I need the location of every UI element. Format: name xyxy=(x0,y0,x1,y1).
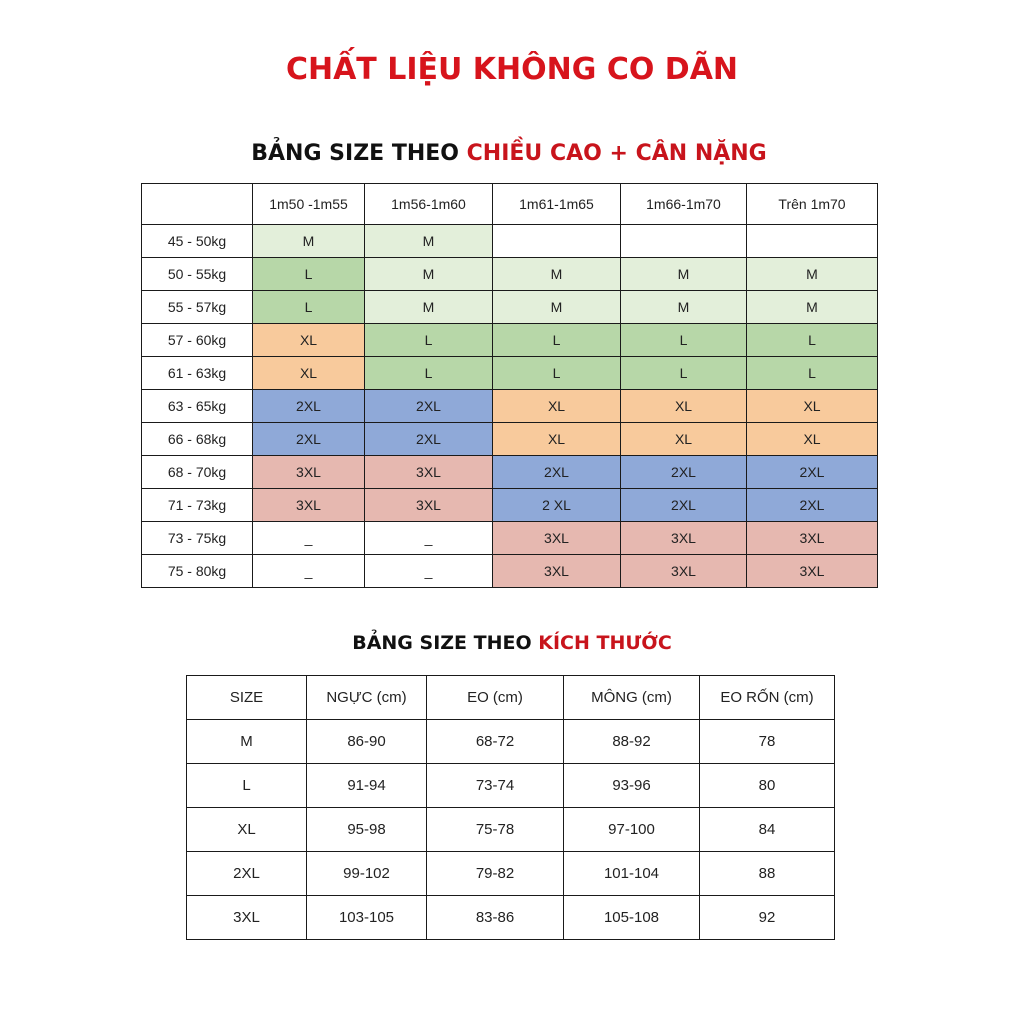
measurement-cell: 84 xyxy=(700,808,835,852)
size-cell: 3XL xyxy=(747,555,878,588)
size-cell: XL xyxy=(621,390,747,423)
size-cell: _ xyxy=(253,522,365,555)
size-cell: 2XL xyxy=(747,489,878,522)
measurement-cell: 99-102 xyxy=(307,852,427,896)
measurement-table-title xyxy=(0,632,1024,654)
measurement-cell: 83-86 xyxy=(427,896,564,940)
height-weight-table-title xyxy=(0,141,1021,166)
size-cell: XL xyxy=(253,357,365,390)
measurement-cell: 95-98 xyxy=(307,808,427,852)
weight-row-header: 50 - 55kg xyxy=(142,258,253,291)
measurement-cell: 80 xyxy=(700,764,835,808)
table-header-row xyxy=(142,184,878,225)
table-title-prefix: BẢNG SIZE THEO xyxy=(352,632,539,654)
measurement-cell: 73-74 xyxy=(427,764,564,808)
size-cell: M xyxy=(253,225,365,258)
size-cell: M xyxy=(365,291,493,324)
table-row xyxy=(187,764,835,808)
size-label-cell: M xyxy=(187,720,307,764)
height-column-header: 1m66-1m70 xyxy=(621,184,747,225)
page-title: CHẤT LIỆU KHÔNG CO DÃN xyxy=(285,52,739,87)
size-label-cell: XL xyxy=(187,808,307,852)
height-column-header: 1m56-1m60 xyxy=(365,184,493,225)
weight-row-header: 55 - 57kg xyxy=(142,291,253,324)
table-row xyxy=(142,489,878,522)
size-cell: 3XL xyxy=(493,555,621,588)
size-cell: M xyxy=(747,258,878,291)
size-cell: M xyxy=(493,291,621,324)
size-cell: 3XL xyxy=(253,489,365,522)
size-cell: XL xyxy=(493,390,621,423)
size-cell: XL xyxy=(253,324,365,357)
size-cell: 2XL xyxy=(621,489,747,522)
measurement-column-header: EO RỐN (cm) xyxy=(700,676,835,720)
size-cell: _ xyxy=(365,522,493,555)
size-cell: 3XL xyxy=(747,522,878,555)
size-cell: 3XL xyxy=(253,456,365,489)
size-cell: L xyxy=(747,324,878,357)
measurement-cell: 86-90 xyxy=(307,720,427,764)
size-cell: XL xyxy=(621,423,747,456)
measurement-cell: 97-100 xyxy=(564,808,700,852)
size-cell: M xyxy=(365,258,493,291)
size-cell: 2 XL xyxy=(493,489,621,522)
measurement-cell: 93-96 xyxy=(564,764,700,808)
table-row xyxy=(142,522,878,555)
table-row xyxy=(142,555,878,588)
measurement-cell: 91-94 xyxy=(307,764,427,808)
table-title-highlight: CHIỀU CAO + CÂN NẶNG xyxy=(466,141,767,166)
measurement-cell: 101-104 xyxy=(564,852,700,896)
height-weight-size-table xyxy=(141,183,878,588)
size-cell: L xyxy=(365,357,493,390)
size-cell: XL xyxy=(493,423,621,456)
size-cell: L xyxy=(365,324,493,357)
measurement-cell: 68-72 xyxy=(427,720,564,764)
table-title-highlight: KÍCH THƯỚC xyxy=(538,632,672,654)
weight-row-header: 71 - 73kg xyxy=(142,489,253,522)
size-cell: L xyxy=(621,357,747,390)
table-row xyxy=(142,291,878,324)
table-row xyxy=(142,258,878,291)
corner-cell xyxy=(142,184,253,225)
size-cell: 3XL xyxy=(621,522,747,555)
size-cell: 3XL xyxy=(621,555,747,588)
size-cell: XL xyxy=(747,390,878,423)
size-cell: _ xyxy=(365,555,493,588)
measurement-cell: 92 xyxy=(700,896,835,940)
table-row xyxy=(187,896,835,940)
measurement-cell: 75-78 xyxy=(427,808,564,852)
table-row xyxy=(142,324,878,357)
size-cell xyxy=(747,225,878,258)
size-cell: 2XL xyxy=(493,456,621,489)
size-label-cell: 2XL xyxy=(187,852,307,896)
measurement-cell: 105-108 xyxy=(564,896,700,940)
size-cell: L xyxy=(493,324,621,357)
size-cell: M xyxy=(621,258,747,291)
size-label-cell: L xyxy=(187,764,307,808)
measurement-column-header: NGỰC (cm) xyxy=(307,676,427,720)
size-label-cell: 3XL xyxy=(187,896,307,940)
height-column-header: 1m50 -1m55 xyxy=(253,184,365,225)
size-cell: _ xyxy=(253,555,365,588)
size-cell: L xyxy=(747,357,878,390)
height-column-header: Trên 1m70 xyxy=(747,184,878,225)
measurement-column-header: MÔNG (cm) xyxy=(564,676,700,720)
size-cell: M xyxy=(747,291,878,324)
size-cell: L xyxy=(621,324,747,357)
table-row xyxy=(142,357,878,390)
size-cell: L xyxy=(493,357,621,390)
size-cell: M xyxy=(493,258,621,291)
measurement-cell: 88-92 xyxy=(564,720,700,764)
table-title-prefix: BẢNG SIZE THEO xyxy=(251,141,467,166)
weight-row-header: 57 - 60kg xyxy=(142,324,253,357)
table-row xyxy=(142,390,878,423)
size-cell: XL xyxy=(747,423,878,456)
table-row xyxy=(142,225,878,258)
size-cell xyxy=(493,225,621,258)
weight-row-header: 66 - 68kg xyxy=(142,423,253,456)
size-cell: L xyxy=(253,258,365,291)
measurement-size-table xyxy=(186,675,835,940)
size-cell: 2XL xyxy=(253,423,365,456)
measurement-cell: 88 xyxy=(700,852,835,896)
size-cell: 3XL xyxy=(365,489,493,522)
measurement-column-header: EO (cm) xyxy=(427,676,564,720)
size-cell: 3XL xyxy=(493,522,621,555)
measurement-cell: 103-105 xyxy=(307,896,427,940)
height-column-header: 1m61-1m65 xyxy=(493,184,621,225)
measurement-column-header: SIZE xyxy=(187,676,307,720)
size-cell: 2XL xyxy=(747,456,878,489)
weight-row-header: 63 - 65kg xyxy=(142,390,253,423)
size-cell xyxy=(621,225,747,258)
measurement-cell: 78 xyxy=(700,720,835,764)
size-cell: 2XL xyxy=(621,456,747,489)
size-cell: 2XL xyxy=(253,390,365,423)
size-cell: 3XL xyxy=(365,456,493,489)
table-row xyxy=(187,808,835,852)
size-cell: M xyxy=(621,291,747,324)
table-row xyxy=(142,423,878,456)
table-header-row xyxy=(187,676,835,720)
weight-row-header: 68 - 70kg xyxy=(142,456,253,489)
table-row xyxy=(142,456,878,489)
measurement-cell: 79-82 xyxy=(427,852,564,896)
size-cell: 2XL xyxy=(365,390,493,423)
weight-row-header: 61 - 63kg xyxy=(142,357,253,390)
weight-row-header: 75 - 80kg xyxy=(142,555,253,588)
weight-row-header: 73 - 75kg xyxy=(142,522,253,555)
size-cell: L xyxy=(253,291,365,324)
table-row xyxy=(187,720,835,764)
table-row xyxy=(187,852,835,896)
weight-row-header: 45 - 50kg xyxy=(142,225,253,258)
size-cell: M xyxy=(365,225,493,258)
size-cell: 2XL xyxy=(365,423,493,456)
